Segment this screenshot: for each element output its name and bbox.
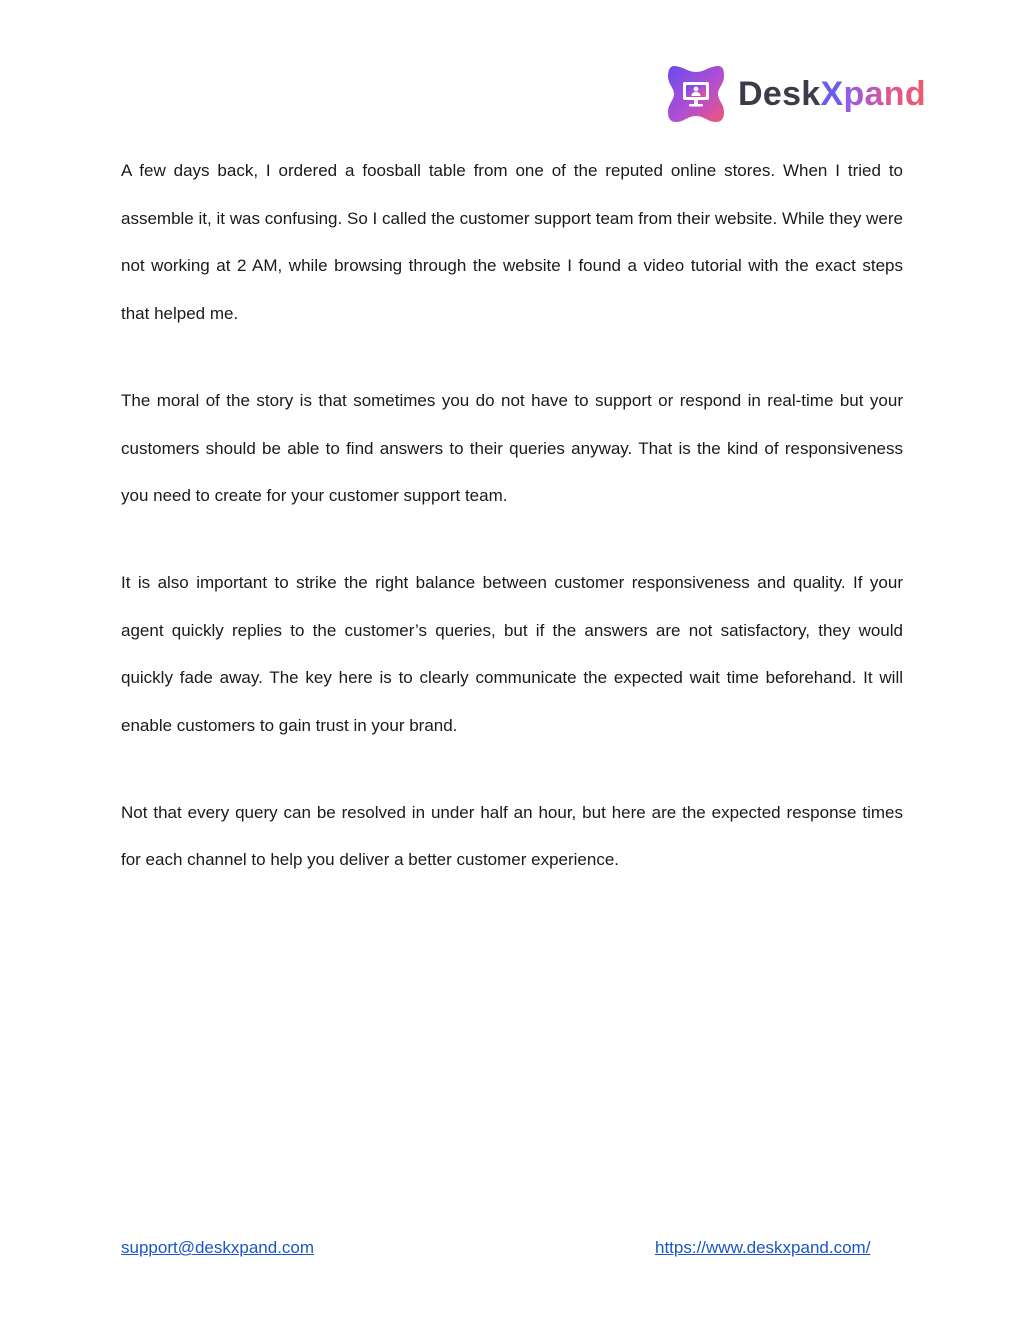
paragraph-2: The moral of the story is that sometimes you do not have to support or respond in real-time but your customers should be able to find answers to their queries anyway. That is the kind of responsiveness you need to create for your customer support team.: [121, 390, 903, 506]
website-url-link[interactable]: https://www.deskxpand.com/: [655, 1238, 871, 1257]
paragraph-4: Not that every query can be resolved in under half an hour, but here are the expected response times for each channel to help you deliver a better customer experience.: [121, 802, 903, 870]
paragraph-3: It is also important to strike the right balance between customer responsiveness and quality. If your agent quickly replies to the customer’s queries, but if the answers are not satisfactory, they would quickly fade away. The key here is to clearly communicate the expected wait time beforehand. It will enable customers to gain trust in your brand.: [121, 572, 903, 736]
document-body: [121, 147, 903, 923]
deskxpand-logo: [664, 60, 944, 128]
deskxpand-monitor-icon: [664, 62, 728, 126]
logo-text-pand: pand: [843, 75, 926, 113]
logo-text-x: X: [820, 75, 844, 113]
logo-text-desk: Desk: [738, 75, 821, 113]
paragraph-1: A few days back, I ordered a foosball table from one of the reputed online stores. When I tried to assemble it, it was confusing. So I called the customer support team from their website. While they were not working at 2 AM, while browsing through the website I found a video tutorial with the exact steps that helped me.: [121, 161, 903, 324]
logo-wordmark: [738, 77, 926, 111]
support-email-link[interactable]: support@deskxpand.com: [121, 1238, 315, 1257]
